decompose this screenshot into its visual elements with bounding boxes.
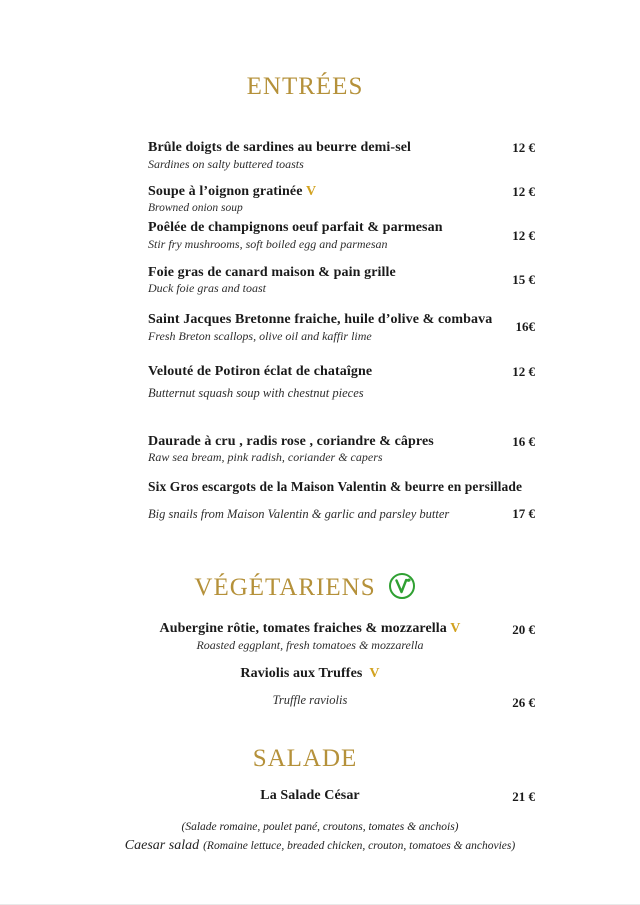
item-price: 12 € <box>512 363 535 379</box>
item-price: 17 € <box>512 506 535 522</box>
vegetarian-marker: V <box>305 183 317 199</box>
menu-item-raviolis-desc <box>0 694 620 708</box>
item-name: Poêlée de champignons oeuf parfait & parmesan <box>148 220 443 236</box>
item-description: Butternut squash soup with chestnut pieces <box>148 385 364 400</box>
item-name: Foie gras de canard maison & pain grille <box>148 264 396 280</box>
item-price: 12 € <box>512 227 535 243</box>
vegetarian-marker: V <box>369 665 380 681</box>
item-description: Fresh Breton scallops, olive oil and kaffir lime <box>148 328 372 343</box>
item-price: 20 € <box>512 621 535 637</box>
salade-description-english <box>0 836 640 854</box>
vegetarian-badge-icon <box>388 572 416 600</box>
section-title-salade-label: SALADE <box>252 745 358 773</box>
menu-item-aubergine <box>0 621 620 652</box>
entrees-item-list <box>148 140 535 523</box>
item-description: Big snails from Maison Valentin & garlic and parsley butter <box>148 506 450 521</box>
item-price: 12 € <box>512 183 535 199</box>
item-price: 12 € <box>512 139 535 155</box>
salade-description-lead: Caesar salad <box>124 837 200 853</box>
item-name: Raviolis aux Truffes V <box>240 665 380 681</box>
item-name: Velouté de Potiron éclat de chataîgne <box>148 363 373 379</box>
item-name: Brûle doigts de sardines au beurre demi-sel <box>148 139 412 155</box>
section-title-entrees <box>0 0 610 102</box>
salade-description-french: (Salade romaine, poulet pané, croutons, tomates & anchois) <box>181 820 459 833</box>
item-price: 26 € <box>512 694 535 710</box>
item-price: 15 € <box>512 271 535 287</box>
item-description: Duck foie gras and toast <box>148 281 266 296</box>
item-price: 16 € <box>512 433 535 449</box>
item-name: La Salade César <box>260 788 360 804</box>
vegetarian-marker: V <box>450 620 461 636</box>
menu-item-foie-gras <box>148 265 535 296</box>
item-description: Roasted eggplant, fresh tomatoes & mozzarella <box>196 637 424 652</box>
menu-item-raviolis-title <box>0 666 620 682</box>
menu-item-poelee-champignons <box>148 220 535 251</box>
menu-item-saint-jacques <box>148 312 535 343</box>
section-title-salade <box>0 744 610 774</box>
menu-item-soupe-oignon <box>148 184 535 215</box>
item-name: Six Gros escargots de la Maison Valentin & beurre en persillade <box>148 478 523 494</box>
item-description: Truffle raviolis <box>272 692 348 707</box>
item-description: Sardines on salty buttered toasts <box>148 156 304 171</box>
item-name: Daurade à cru , radis rose , coriandre & câpres <box>148 433 434 449</box>
menu-item-escargots <box>148 479 535 523</box>
item-description: Raw sea bream, pink radish, coriander & capers <box>148 450 383 465</box>
item-price: 16€ <box>515 318 535 334</box>
item-name: Soupe à l’oignon gratinée V <box>148 183 317 199</box>
item-description: Stir fry mushrooms, soft boiled egg and parmesan <box>148 237 388 252</box>
section-title-vegetariens-label: VÉGÉTARIENS <box>194 573 376 601</box>
item-name: Saint Jacques Bretonne fraiche, huile d’olive & combava <box>148 311 493 327</box>
item-price: 21 € <box>512 789 535 805</box>
salade-description-rest: (Romaine lettuce, breaded chicken, crouton, tomatoes & anchovies) <box>203 839 516 852</box>
menu-item-salade-cesar <box>0 788 620 804</box>
menu-item-daurade <box>148 434 535 465</box>
menu-item-sardines <box>148 140 535 171</box>
section-title-entrees-label: ENTRÉES <box>246 72 364 100</box>
item-description: Browned onion soup <box>148 201 243 214</box>
item-name: Aubergine rôtie, tomates fraiches & mozzarella V <box>159 620 461 636</box>
menu-item-veloute-potiron <box>148 364 535 401</box>
section-title-vegetariens <box>0 573 610 603</box>
